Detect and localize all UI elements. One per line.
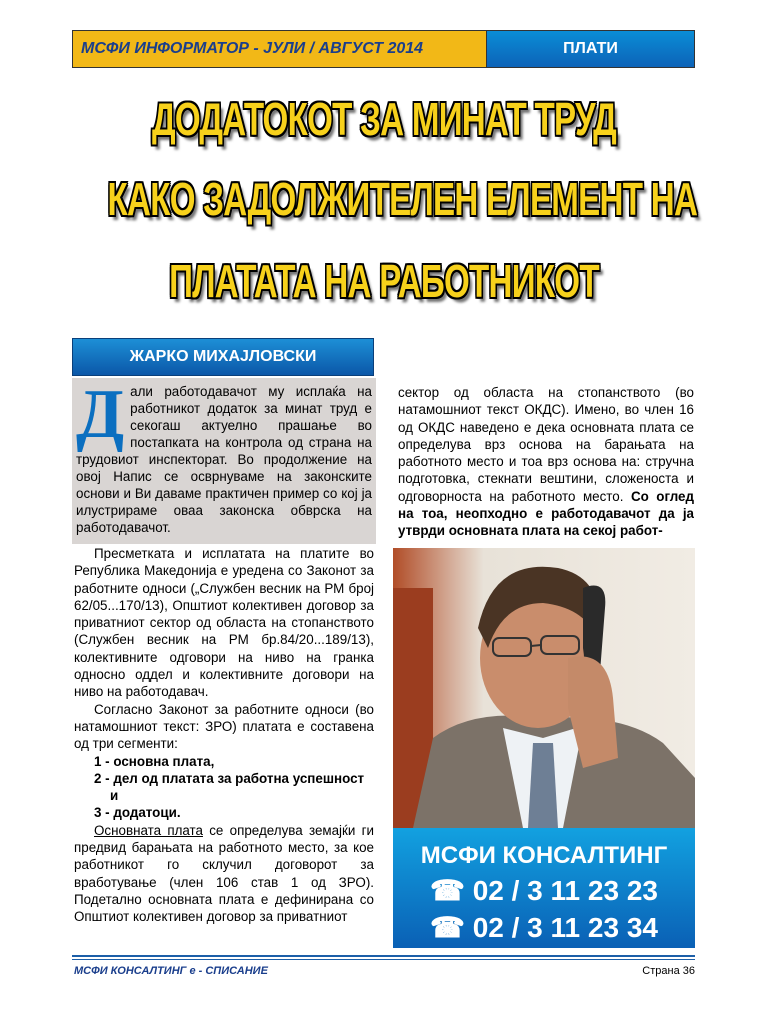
consulting-phone-2[interactable]: ☎ 02 / 3 11 23 34 xyxy=(430,912,658,943)
list-item-3: 3 - додатоци. xyxy=(94,805,181,821)
author-name: ЖАРКО МИХАЈЛОВСКИ xyxy=(72,338,374,376)
right-column xyxy=(398,384,694,544)
list-item-2-cont: и xyxy=(110,788,119,804)
footer-publication: МСФИ КОНСАЛТИНГ е - СПИСАНИЕ xyxy=(74,965,268,977)
body-paragraph-2: Согласно Законот за работните односи (во натамошниот текст: ЗРО) платата е составена од три сегменти: xyxy=(74,701,374,752)
right-column-text: сектор од областа на стопанството (во натамошниот текст ОКДС). Имено, во член 16 од ОКДС наведено е дека основната плата се определува врз основа на барањата на работното место и тоа врз основа на: стручна подготовка, стекнати вештини, сложеноста и одговорноста на работното место. xyxy=(398,385,694,504)
page-number: Страна 36 xyxy=(642,965,695,977)
lead-text: али работодавачот му исплаќа на работникот додаток за минат труд е секогаш актуелно прашање во постапката на контрола од страна на трудовиот инспекторат. Во продолжение на овој Напис се осврнуваме на законските основи и Ви даваме практичен пример со кој ја илустрираме оваа законска обврска на работодавачот. xyxy=(76,384,372,535)
page-header xyxy=(72,30,695,68)
right-column-paragraph xyxy=(398,384,694,540)
consulting-title: МСФИ КОНСАЛТИНГ xyxy=(420,842,668,869)
article-title-line-2: КАКО ЗАДОЛЖИТЕЛЕН ЕЛЕМЕНТ НА xyxy=(107,173,698,225)
body-paragraph-1: Пресметката и исплатата на платите во Република Македонија е уредена со Законот за работните односи („Службен весник на РМ број 62/05...170/13), Општиот колективен договор за приватниот сектор од областа на стопанството (Службен весник на РМ бр.84/20...189/13), колективните одговори на ниво на гранка односно оддел и колективните договори на ниво на работодавач. xyxy=(74,546,374,700)
body-paragraph-3 xyxy=(74,822,374,926)
footer-divider-thin xyxy=(72,959,695,960)
article-title-line-1: ДОДАТОКОТ ЗА МИНАТ ТРУД xyxy=(151,93,617,145)
list-item-1: 1 - основна плата, xyxy=(94,753,215,769)
magazine-issue-label: МСФИ ИНФОРМАТОР - ЈУЛИ / АВГУСТ 2014 xyxy=(73,31,487,67)
list-item-2: 2 - дел од платата за работна успешност xyxy=(94,770,365,786)
man-on-phone-photo xyxy=(393,548,695,828)
consulting-phone-1[interactable]: ☎ 02 / 3 11 23 23 xyxy=(430,875,658,906)
footer-divider xyxy=(72,955,695,957)
consulting-ad xyxy=(393,828,695,948)
left-column xyxy=(74,545,374,926)
article-title-line-3: ПЛАТАТА НА РАБОТНИКОТ xyxy=(169,255,599,307)
drop-cap: Д xyxy=(76,376,125,453)
body-paragraph-3-text: се определува земајќи ги предвид барањата на работното место, за кое работникот го склучил договорот за вработување (член 106 став 1 од ЗРО). Подетално основната плата е дефинирана со Општиот колективен договор за приватниот xyxy=(74,822,374,925)
article-photo xyxy=(393,548,695,828)
right-column-bold-text: Со оглед на тоа, неопходно е работодавачот да ја утврди основната плата на секој работ- xyxy=(398,488,694,539)
section-label: ПЛАТИ xyxy=(487,31,694,67)
lead-paragraph xyxy=(72,378,376,544)
underlined-term: Основната плата xyxy=(94,822,203,838)
